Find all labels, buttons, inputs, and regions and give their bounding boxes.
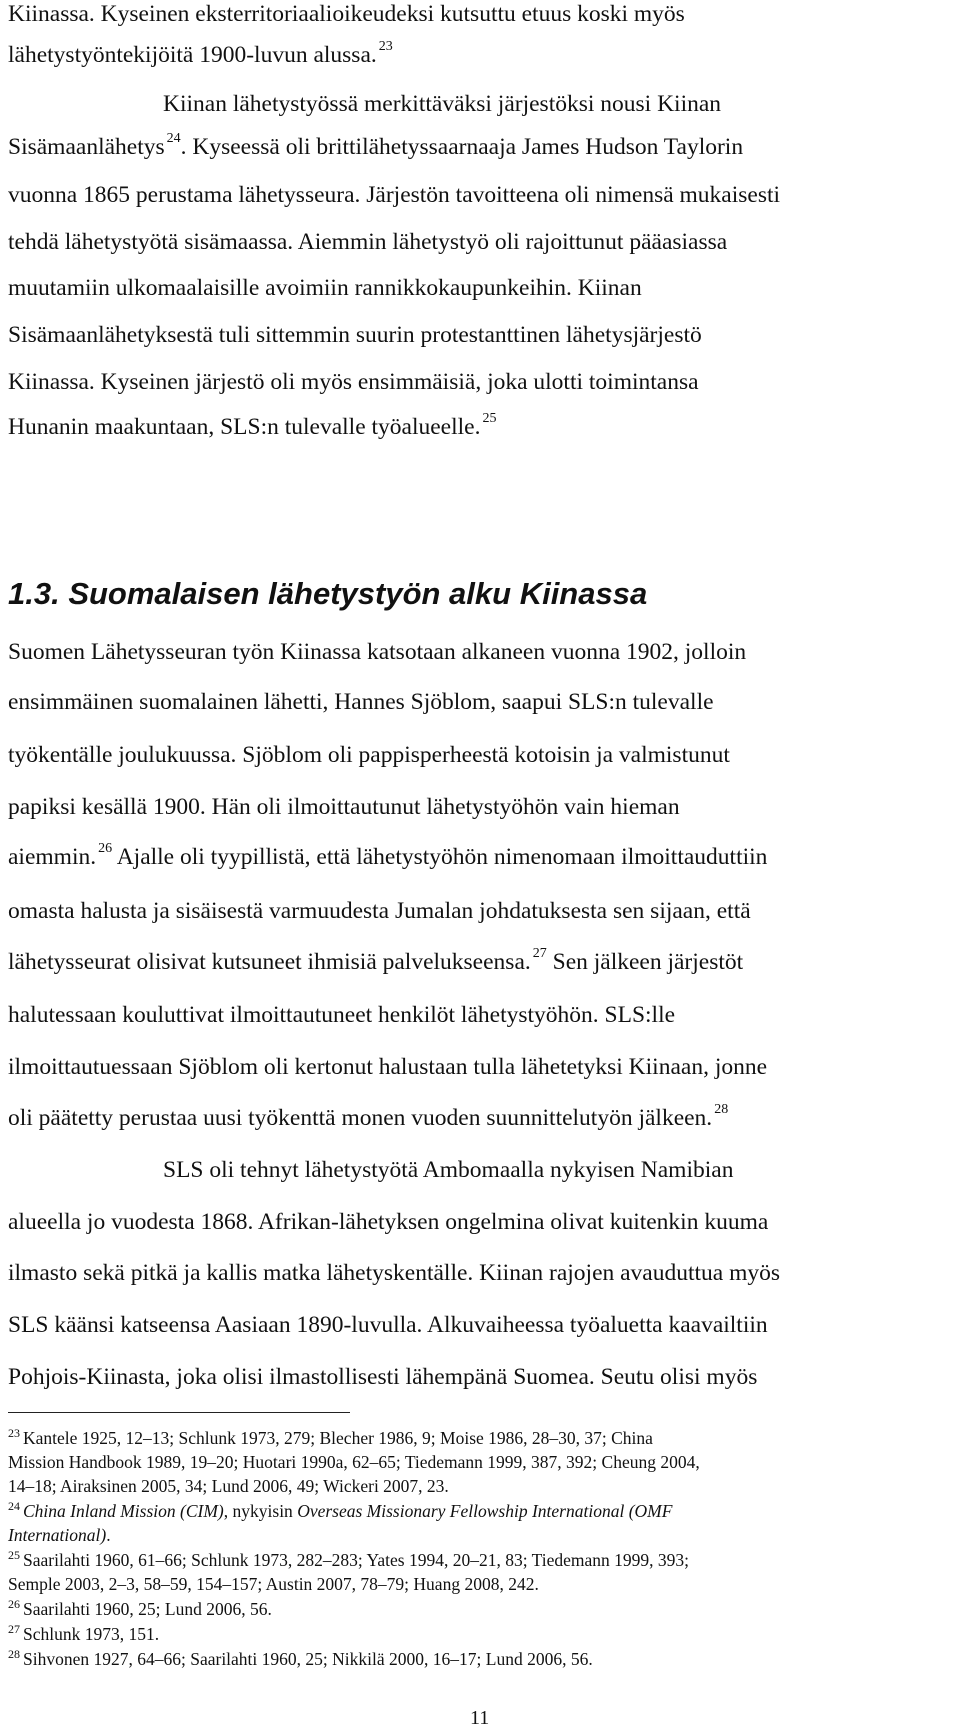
body-line: Hunanin maakuntaan, SLS:n tulevalle työalueelle. $^{25}$ bbox=[8, 411, 497, 440]
footnote-23-cont: Mission Handbook 1989, 19–20; Huotari 1990a, 62–65; Tiedemann 1999, 387, 392; Cheung 2004, bbox=[8, 1452, 700, 1472]
body-line: Pohjois-Kiinasta, joka olisi ilmastollisesti lähempänä Suomea. Seutu olisi myös bbox=[8, 1364, 758, 1390]
body-line: työkentälle joulukuussa. Sjöblom oli pappisperheestä kotoisin ja valmistunut bbox=[8, 742, 730, 768]
body-line: ensimmäinen suomalainen lähetti, Hannes Sjöblom, saapui SLS:n tulevalle bbox=[8, 689, 714, 715]
footnote-ref[interactable]: 25 bbox=[482, 411, 497, 426]
body-line: lähetystyöntekijöitä 1900-luvun alussa. $^{23}$ bbox=[8, 39, 393, 68]
page-number: 11 bbox=[470, 1707, 490, 1729]
footnote-23-cont: 14–18; Airaksinen 2005, 34; Lund 2006, 49; Wickeri 2007, 23. bbox=[8, 1476, 449, 1496]
body-line: papiksi kesällä 1900. Hän oli ilmoittautunut lähetystyöhön vain hieman bbox=[8, 794, 680, 820]
body-line: halutessaan kouluttivat ilmoittautuneet henkilöt lähetystyöhön. SLS:lle bbox=[8, 1002, 676, 1028]
footnote-24-cont: International). bbox=[8, 1525, 111, 1545]
footnote-25-cont: Semple 2003, 2–3, 58–59, 154–157; Austin 2007, 78–79; Huang 2008, 242. bbox=[8, 1574, 539, 1594]
body-line: Sisämaanlähetyksestä tuli sittemmin suurin protestanttinen lähetysjärjestö bbox=[8, 322, 702, 348]
body-line: Kiinan lähetystyössä merkittäväksi järjestöksi nousi Kiinan bbox=[163, 91, 722, 117]
body-line: Kiinassa. Kyseinen eksterritoriaalioikeudeksi kutsuttu etuus koski myös bbox=[8, 1, 685, 27]
footnote-ref[interactable]: 23 bbox=[378, 39, 393, 54]
footnote-ref[interactable]: 28 bbox=[714, 1102, 729, 1117]
body-line: ilmoittautuessaan Sjöblom oli kertonut halustaan tulla lähetetyksi Kiinaan, jonne bbox=[8, 1054, 768, 1080]
footnote-26: $^{26}$ Saarilahti 1960, 25; Lund 2006, 56. bbox=[8, 1597, 272, 1619]
body-line: aiemmin. $^{26}$ Ajalle oli tyypillistä, että lähetystyöhön nimenomaan ilmoittauduttiin bbox=[8, 841, 768, 870]
body-line: tehdä lähetystyötä sisämaassa. Aiemmin lähetystyö oli rajoittunut pääasiassa bbox=[8, 229, 728, 255]
footnote-separator bbox=[8, 1412, 350, 1413]
body-line: Sisämaanlähetys $^{24}$. Kyseessä oli brittilähetyssaarnaaja James Hudson Taylorin bbox=[8, 131, 744, 160]
body-line: ilmasto sekä pitkä ja kallis matka lähetyskentälle. Kiinan rajojen avauduttua myös bbox=[8, 1260, 781, 1286]
body-line: alueella jo vuodesta 1868. Afrikan-lähetyksen ongelmina olivat kuitenkin kuuma bbox=[8, 1209, 769, 1235]
body-line: omasta halusta ja sisäisestä varmuudesta Jumalan johdatuksesta sen sijaan, että bbox=[8, 898, 751, 924]
footnote-28: $^{28}$ Sihvonen 1927, 64–66; Saarilahti 1960, 25; Nikkilä 2000, 16–17; Lund 2006, 56. bbox=[8, 1647, 593, 1669]
section-heading: 1.3. Suomalaisen lähetystyön alku Kiinassa bbox=[8, 576, 648, 611]
body-line: SLS oli tehnyt lähetystyötä Ambomaalla nykyisen Namibian bbox=[163, 1157, 734, 1183]
body-line: vuonna 1865 perustama lähetysseura. Järjestön tavoitteena oli nimensä mukaisesti bbox=[8, 182, 781, 208]
body-line: muutamiin ulkomaalaisille avoimiin rannikkokaupunkeihin. Kiinan bbox=[8, 275, 642, 301]
body-line: SLS käänsi katseensa Aasiaan 1890-luvulla. Alkuvaiheessa työaluetta kaavailtiin bbox=[8, 1312, 768, 1338]
footnote-23: $^{23}$ Kantele 1925, 12–13; Schlunk 1973, 279; Blecher 1986, 9; Moise 1986, 28–30, 37; China bbox=[8, 1426, 653, 1448]
body-line: Suomen Lähetysseuran työn Kiinassa katsotaan alkaneen vuonna 1902, jolloin bbox=[8, 639, 747, 665]
footnote-ref[interactable]: 24 bbox=[166, 131, 181, 146]
body-line: Kiinassa. Kyseinen järjestö oli myös ensimmäisiä, joka ulotti toimintansa bbox=[8, 369, 699, 395]
footnote-25: $^{25}$ Saarilahti 1960, 61–66; Schlunk 1973, 282–283; Yates 1994, 20–21, 83; Tiedemann 1999, 393; bbox=[8, 1548, 689, 1570]
footnote-24: $^{24}$ China Inland Mission (CIM), nykyisin Overseas Missionary Fellowship International (OMF bbox=[8, 1499, 673, 1521]
body-line: oli päätetty perustaa uusi työkenttä monen vuoden suunnittelutyön jälkeen. $^{28}$ bbox=[8, 1102, 729, 1131]
footnote-27: $^{27}$ Schlunk 1973, 151. bbox=[8, 1622, 160, 1644]
footnote-ref[interactable]: 26 bbox=[98, 841, 113, 856]
footnote-ref[interactable]: 27 bbox=[532, 946, 547, 961]
body-line: lähetysseurat olisivat kutsuneet ihmisiä palvelukseensa. $^{27}$ Sen jälkeen järjestöt bbox=[8, 946, 744, 975]
